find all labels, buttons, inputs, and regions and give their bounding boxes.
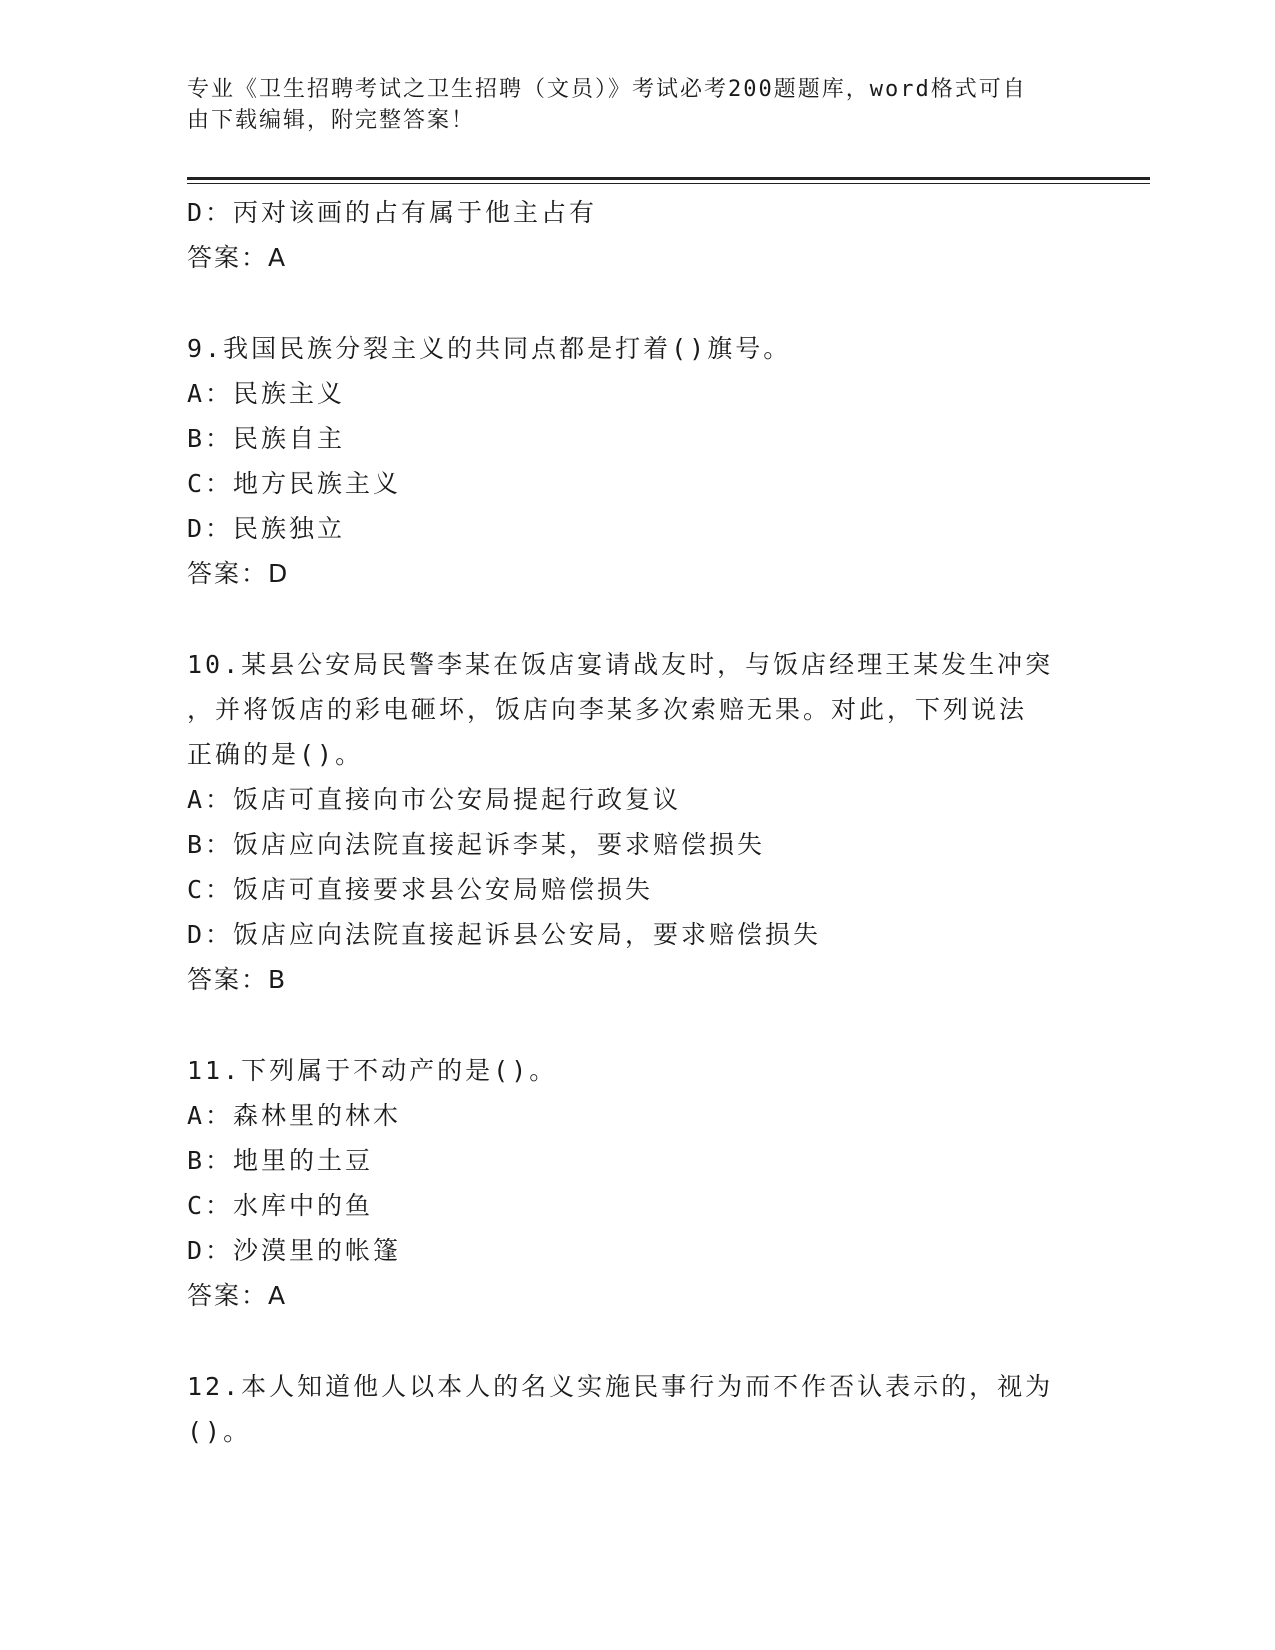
question-9 (187, 326, 1087, 596)
document-header (187, 74, 1087, 136)
answer-line: 答案：A (187, 243, 288, 272)
question-stem-line-1: 10.某县公安局民警李某在饭店宴请战友时，与饭店经理王某发生冲突 (187, 650, 1054, 679)
spacer (187, 280, 1087, 326)
question-stem-line-3: 正确的是()。 (187, 740, 364, 769)
option-a: A：森林里的林木 (187, 1101, 402, 1130)
question-11 (187, 1048, 1087, 1318)
option-a: A：饭店可直接向市公安局提起行政复议 (187, 785, 682, 814)
question-stem-line-1: 12.本人知道他人以本人的名义实施民事行为而不作否认表示的，视为 (187, 1372, 1054, 1401)
option-d: D：丙对该画的占有属于他主占有 (187, 198, 598, 227)
question-stem-line-2: ，并将饭店的彩电砸坏，饭店向李某多次索赔无果。对此，下列说法 (187, 695, 1028, 724)
option-d: D：饭店应向法院直接起诉县公安局，要求赔偿损失 (187, 920, 822, 949)
question-10 (187, 642, 1087, 1002)
option-c: C：水库中的鱼 (187, 1191, 374, 1220)
spacer (187, 596, 1087, 642)
option-b: B：饭店应向法院直接起诉李某，要求赔偿损失 (187, 830, 766, 859)
answer-line: 答案：A (187, 1281, 288, 1310)
spacer (187, 1002, 1087, 1048)
option-d: D：沙漠里的帐篷 (187, 1236, 402, 1265)
header-rule-thin (187, 183, 1150, 184)
question-stem-line-2: ()。 (187, 1417, 252, 1446)
answer-line: 答案：B (187, 965, 288, 994)
option-c: C：地方民族主义 (187, 469, 402, 498)
option-d: D：民族独立 (187, 514, 346, 543)
answer-line: 答案：D (187, 559, 290, 588)
previous-question-tail (187, 190, 1087, 280)
option-c: C：饭店可直接要求县公安局赔偿损失 (187, 875, 654, 904)
option-b: B：民族自主 (187, 424, 346, 453)
header-line-1: 专业《卫生招聘考试之卫生招聘（文员）》考试必考200题题库，word格式可自 (187, 77, 1027, 102)
question-stem: 11.下列属于不动产的是()。 (187, 1056, 558, 1085)
question-list (187, 190, 1087, 1454)
question-stem: 9.我国民族分裂主义的共同点都是打着()旗号。 (187, 334, 792, 363)
spacer (187, 1318, 1087, 1364)
header-rule-thick (187, 177, 1150, 180)
option-a: A：民族主义 (187, 379, 346, 408)
header-line-2: 由下载编辑，附完整答案！ (187, 108, 476, 133)
question-12 (187, 1364, 1087, 1454)
option-b: B：地里的土豆 (187, 1146, 374, 1175)
